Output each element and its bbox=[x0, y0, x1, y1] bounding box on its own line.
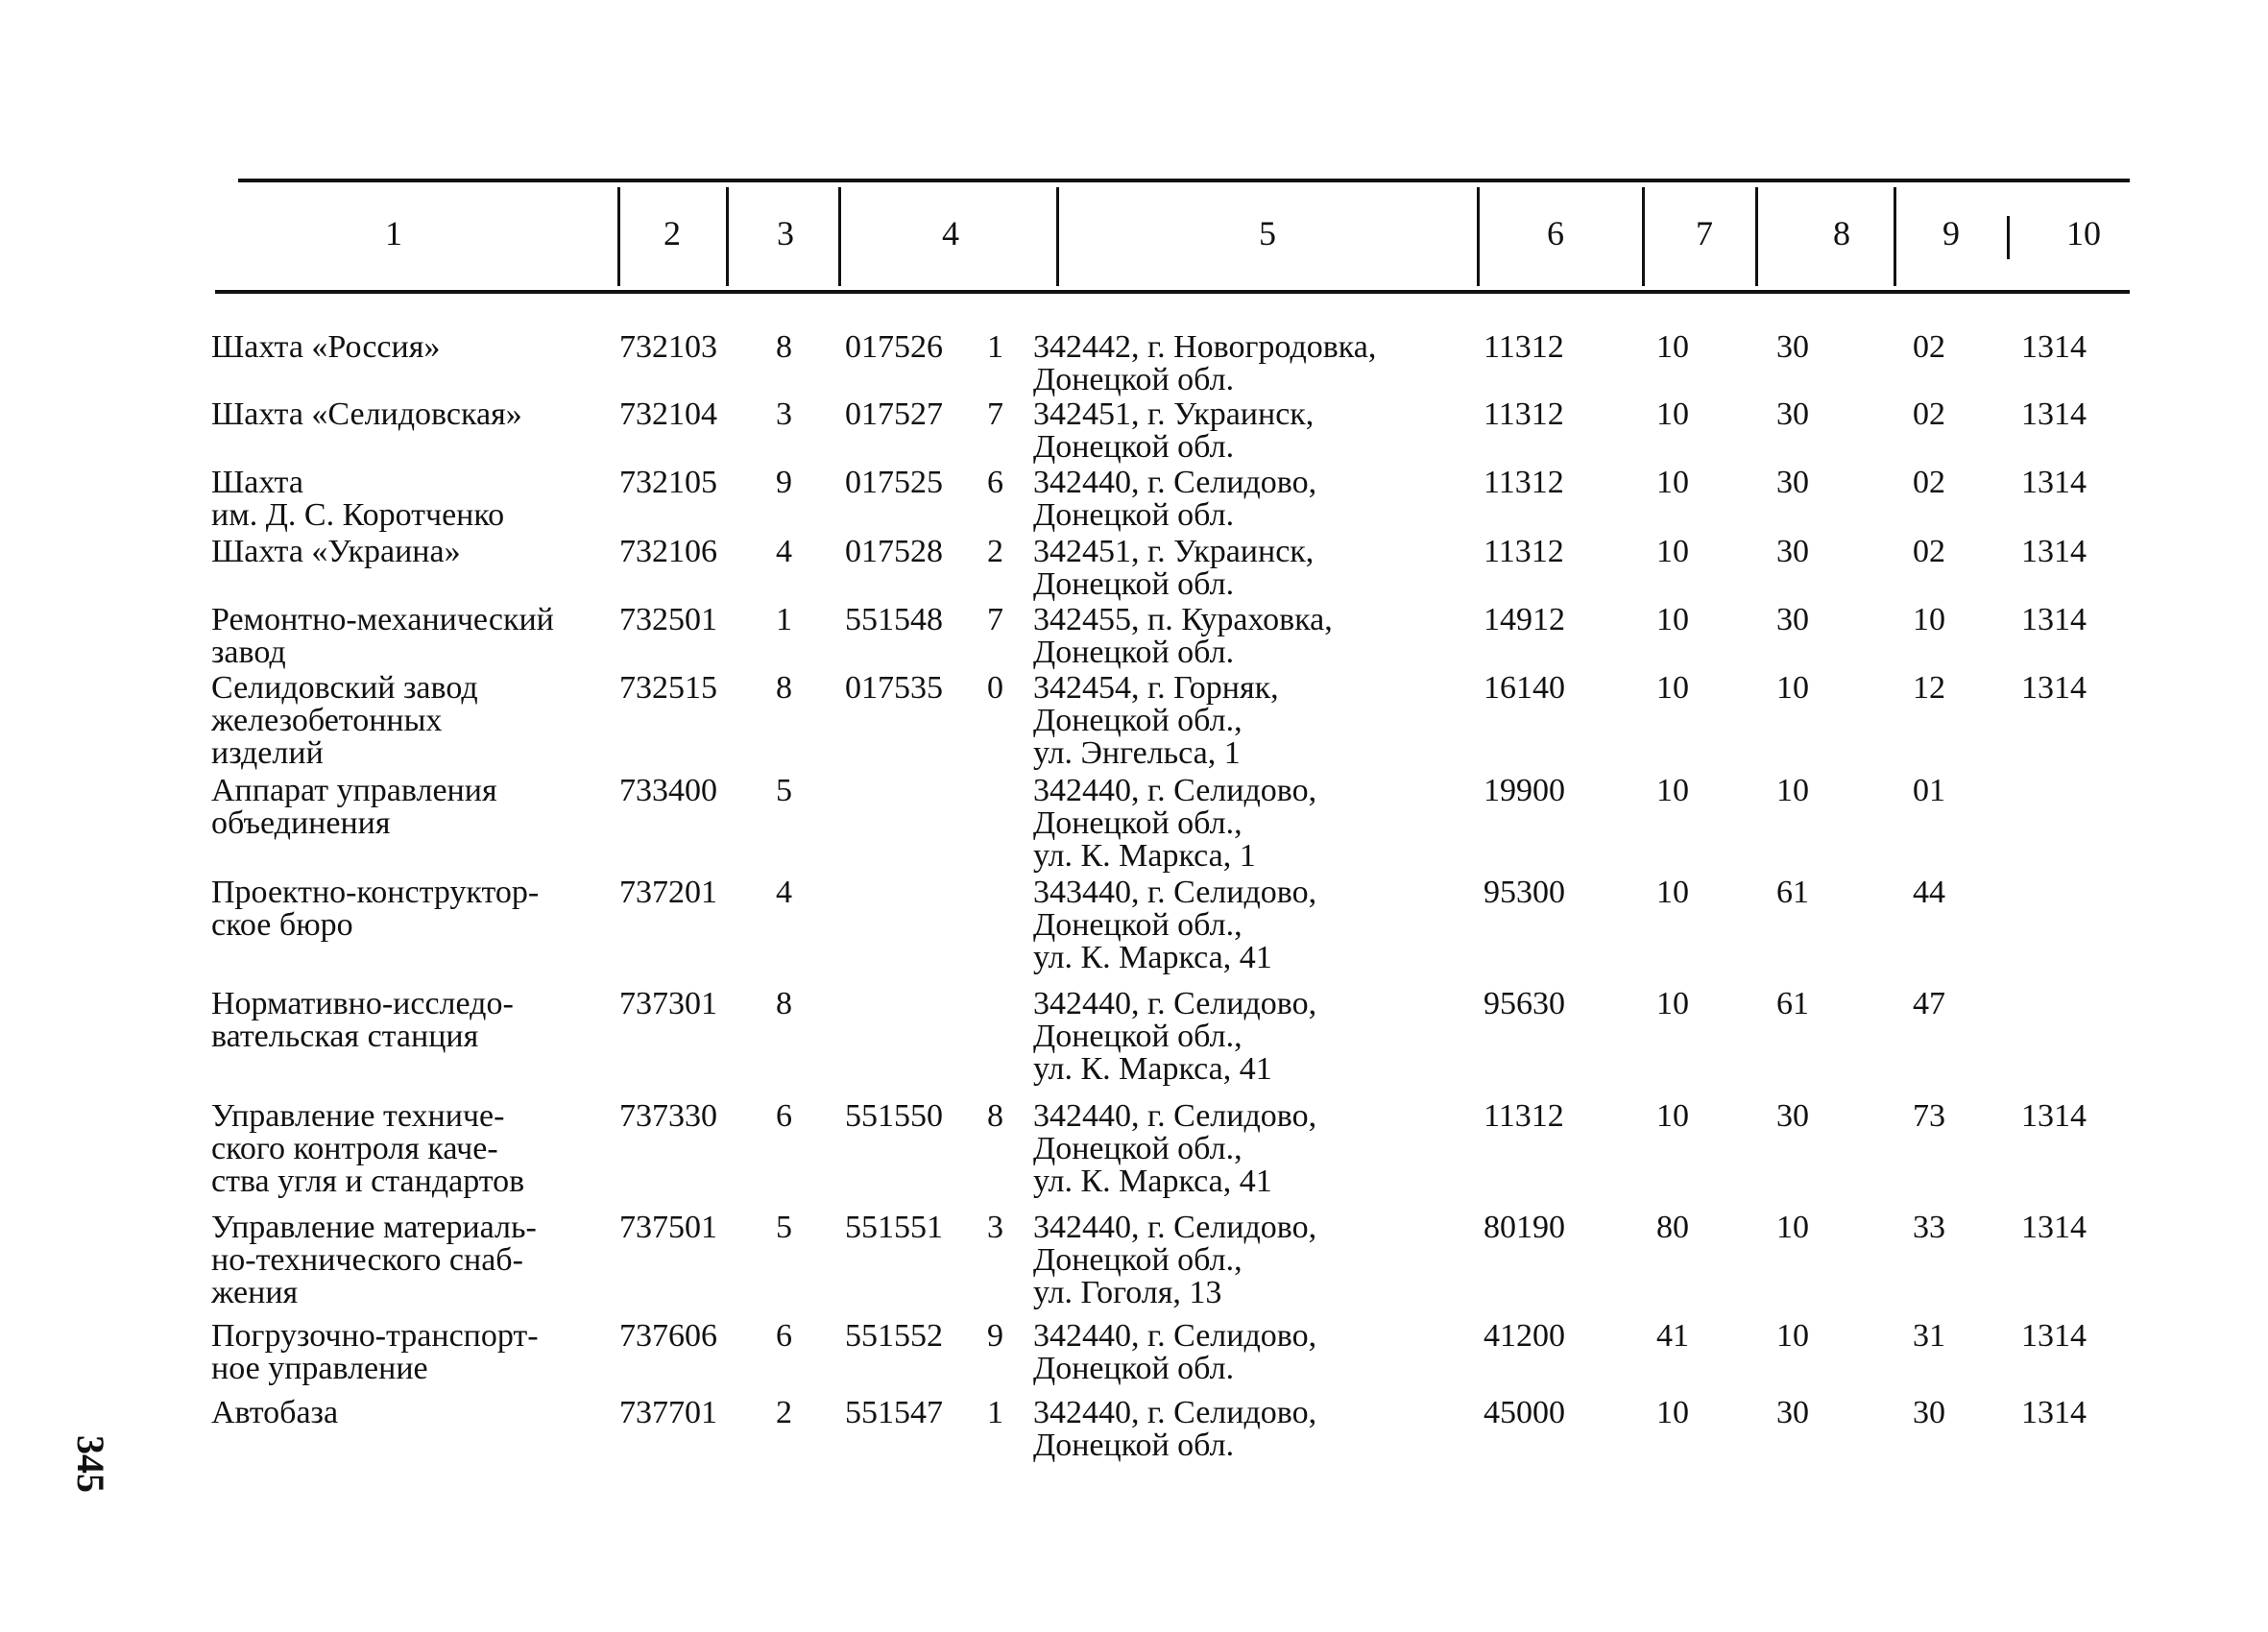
address: 342451, г. Украинск, Донецкой обл. bbox=[1033, 396, 1315, 465]
address: 342440, г. Селидово, Донецкой обл., ул. К. Маркса, 41 bbox=[1033, 986, 1317, 1087]
col-6-value: 11312 bbox=[1484, 1098, 1564, 1134]
header-col-4: 4 bbox=[942, 214, 959, 252]
col-3-value: 8 bbox=[776, 670, 792, 706]
address: 342440, г. Селидово, Донецкой обл. bbox=[1033, 1395, 1317, 1463]
col-2-value: 737201 bbox=[619, 875, 717, 910]
address: 343440, г. Селидово, Донецкой обл., ул. К. Маркса, 41 bbox=[1033, 875, 1317, 975]
col-6-value: 95300 bbox=[1484, 875, 1565, 910]
col-3-value: 1 bbox=[776, 602, 792, 637]
col-2-value: 732103 bbox=[619, 329, 717, 365]
address: 342455, п. Кураховка, Донецкой обл. bbox=[1033, 602, 1333, 670]
col-4-check-digit: 0 bbox=[987, 670, 1003, 706]
col-7-value: 80 bbox=[1656, 1210, 1689, 1245]
col-7-value: 10 bbox=[1656, 396, 1689, 432]
col-8-value: 10 bbox=[1776, 1318, 1809, 1354]
header-divider bbox=[838, 187, 841, 286]
header-col-6: 6 bbox=[1547, 214, 1564, 252]
col-4-check-digit: 7 bbox=[987, 396, 1003, 432]
header-col-2: 2 bbox=[664, 214, 681, 252]
address: 342440, г. Селидово, Донецкой обл., ул. К. Маркса, 1 bbox=[1033, 773, 1317, 874]
col-4-value: 551547 bbox=[845, 1395, 943, 1430]
address: 342442, г. Новогродовка, Донецкой обл. bbox=[1033, 329, 1377, 397]
col-8-value: 10 bbox=[1776, 670, 1809, 706]
col-6-value: 11312 bbox=[1484, 329, 1564, 365]
col-3-value: 8 bbox=[776, 986, 792, 1021]
col-7-value: 10 bbox=[1656, 465, 1689, 500]
col-8-value: 30 bbox=[1776, 329, 1809, 365]
col-3-value: 2 bbox=[776, 1395, 792, 1430]
header-divider bbox=[1056, 187, 1059, 286]
col-8-value: 61 bbox=[1776, 875, 1809, 910]
header-divider bbox=[1477, 187, 1480, 286]
col-4-value: 017527 bbox=[845, 396, 943, 432]
col-7-value: 10 bbox=[1656, 1395, 1689, 1430]
col-6-value: 80190 bbox=[1484, 1210, 1565, 1245]
address: 342440, г. Селидово, Донецкой обл. bbox=[1033, 1318, 1317, 1386]
col-10-value: 1314 bbox=[2021, 329, 2087, 365]
col-3-value: 6 bbox=[776, 1098, 792, 1134]
header-divider bbox=[1642, 187, 1645, 286]
col-2-value: 732501 bbox=[619, 602, 717, 637]
col-6-value: 11312 bbox=[1484, 396, 1564, 432]
header-col-10: 10 bbox=[2066, 214, 2101, 252]
col-7-value: 10 bbox=[1656, 534, 1689, 569]
table-header-rule bbox=[215, 290, 2130, 294]
address: 342451, г. Украинск, Донецкой обл. bbox=[1033, 534, 1315, 602]
col-2-value: 732515 bbox=[619, 670, 717, 706]
org-name: Ремонтно-механический завод bbox=[211, 602, 554, 670]
col-2-value: 732105 bbox=[619, 465, 717, 500]
col-6-value: 11312 bbox=[1484, 465, 1564, 500]
header-col-8: 8 bbox=[1833, 214, 1850, 252]
col-8-value: 30 bbox=[1776, 396, 1809, 432]
org-name: Нормативно-исследо- вательская станция bbox=[211, 986, 514, 1054]
col-9-value: 47 bbox=[1913, 986, 1945, 1021]
col-8-value: 30 bbox=[1776, 534, 1809, 569]
col-9-value: 02 bbox=[1913, 465, 1945, 500]
col-6-value: 45000 bbox=[1484, 1395, 1565, 1430]
table-top-rule bbox=[238, 179, 2130, 182]
col-10-value: 1314 bbox=[2021, 534, 2087, 569]
org-name: Проектно-конструктор- ское бюро bbox=[211, 875, 540, 943]
col-8-value: 10 bbox=[1776, 1210, 1809, 1245]
col-4-check-digit: 8 bbox=[987, 1098, 1003, 1134]
header-col-3: 3 bbox=[777, 214, 794, 252]
col-4-check-digit: 6 bbox=[987, 465, 1003, 500]
col-10-value: 1314 bbox=[2021, 670, 2087, 706]
header-divider bbox=[1755, 187, 1758, 286]
address: 342454, г. Горняк, Донецкой обл., ул. Энгельса, 1 bbox=[1033, 670, 1279, 771]
header-divider bbox=[617, 187, 620, 286]
col-10-value: 1314 bbox=[2021, 465, 2087, 500]
col-10-value: 1314 bbox=[2021, 1395, 2087, 1430]
col-7-value: 10 bbox=[1656, 1098, 1689, 1134]
col-3-value: 4 bbox=[776, 875, 792, 910]
col-4-value: 551552 bbox=[845, 1318, 943, 1354]
col-4-value: 017528 bbox=[845, 534, 943, 569]
col-3-value: 4 bbox=[776, 534, 792, 569]
col-4-check-digit: 7 bbox=[987, 602, 1003, 637]
col-4-check-digit: 2 bbox=[987, 534, 1003, 569]
org-name: Аппарат управления объединения bbox=[211, 773, 497, 841]
header-col-9: 9 bbox=[1942, 214, 1960, 252]
col-4-value: 017526 bbox=[845, 329, 943, 365]
org-name: Шахта им. Д. С. Коротченко bbox=[211, 465, 505, 533]
col-3-value: 3 bbox=[776, 396, 792, 432]
col-7-value: 10 bbox=[1656, 670, 1689, 706]
col-6-value: 95630 bbox=[1484, 986, 1565, 1021]
col-4-check-digit: 1 bbox=[987, 1395, 1003, 1430]
col-10-value: 1314 bbox=[2021, 1318, 2087, 1354]
header-col-5: 5 bbox=[1259, 214, 1276, 252]
col-10-value: 1314 bbox=[2021, 1210, 2087, 1245]
col-9-value: 31 bbox=[1913, 1318, 1945, 1354]
col-7-value: 10 bbox=[1656, 986, 1689, 1021]
address: 342440, г. Селидово, Донецкой обл., ул. Гоголя, 13 bbox=[1033, 1210, 1317, 1310]
col-6-value: 14912 bbox=[1484, 602, 1565, 637]
header-divider bbox=[2007, 216, 2010, 259]
col-4-value: 551550 bbox=[845, 1098, 943, 1134]
col-10-value: 1314 bbox=[2021, 1098, 2087, 1134]
col-2-value: 737330 bbox=[619, 1098, 717, 1134]
col-9-value: 33 bbox=[1913, 1210, 1945, 1245]
col-4-value: 017525 bbox=[845, 465, 943, 500]
col-9-value: 44 bbox=[1913, 875, 1945, 910]
col-6-value: 11312 bbox=[1484, 534, 1564, 569]
col-8-value: 61 bbox=[1776, 986, 1809, 1021]
col-3-value: 5 bbox=[776, 773, 792, 808]
col-2-value: 732104 bbox=[619, 396, 717, 432]
col-9-value: 10 bbox=[1913, 602, 1945, 637]
col-9-value: 02 bbox=[1913, 396, 1945, 432]
col-7-value: 41 bbox=[1656, 1318, 1689, 1354]
org-name: Шахта «Селидовская» bbox=[211, 396, 522, 432]
col-9-value: 12 bbox=[1913, 670, 1945, 706]
col-9-value: 01 bbox=[1913, 773, 1945, 808]
col-2-value: 732106 bbox=[619, 534, 717, 569]
col-2-value: 737701 bbox=[619, 1395, 717, 1430]
header-col-7: 7 bbox=[1696, 214, 1713, 252]
col-4-check-digit: 9 bbox=[987, 1318, 1003, 1354]
org-name: Автобаза bbox=[211, 1395, 339, 1430]
org-name: Шахта «Россия» bbox=[211, 329, 441, 365]
address: 342440, г. Селидово, Донецкой обл., ул. К. Маркса, 41 bbox=[1033, 1098, 1317, 1199]
col-6-value: 16140 bbox=[1484, 670, 1565, 706]
col-8-value: 30 bbox=[1776, 465, 1809, 500]
col-3-value: 5 bbox=[776, 1210, 792, 1245]
org-name: Управление материаль- но-технического снаб- жения bbox=[211, 1210, 537, 1310]
col-7-value: 10 bbox=[1656, 329, 1689, 365]
col-7-value: 10 bbox=[1656, 773, 1689, 808]
page-number: 345 bbox=[69, 1435, 112, 1493]
col-4-check-digit: 1 bbox=[987, 329, 1003, 365]
col-9-value: 02 bbox=[1913, 329, 1945, 365]
col-9-value: 02 bbox=[1913, 534, 1945, 569]
col-3-value: 9 bbox=[776, 465, 792, 500]
col-4-check-digit: 3 bbox=[987, 1210, 1003, 1245]
header-divider bbox=[1894, 187, 1896, 286]
address: 342440, г. Селидово, Донецкой обл. bbox=[1033, 465, 1317, 533]
col-3-value: 6 bbox=[776, 1318, 792, 1354]
col-8-value: 30 bbox=[1776, 1098, 1809, 1134]
col-2-value: 737501 bbox=[619, 1210, 717, 1245]
col-2-value: 733400 bbox=[619, 773, 717, 808]
header-divider bbox=[726, 187, 729, 286]
org-name: Шахта «Украина» bbox=[211, 534, 461, 569]
col-2-value: 737606 bbox=[619, 1318, 717, 1354]
org-name: Селидовский завод железобетонных изделий bbox=[211, 670, 478, 771]
col-9-value: 73 bbox=[1913, 1098, 1945, 1134]
org-name: Погрузочно-транспорт- ное управление bbox=[211, 1318, 539, 1386]
col-10-value: 1314 bbox=[2021, 602, 2087, 637]
col-4-value: 551548 bbox=[845, 602, 943, 637]
col-8-value: 10 bbox=[1776, 773, 1809, 808]
header-col-1: 1 bbox=[385, 214, 402, 252]
org-name: Управление техниче- ского контроля каче- ства угля и стандартов bbox=[211, 1098, 525, 1199]
col-6-value: 41200 bbox=[1484, 1318, 1565, 1354]
col-7-value: 10 bbox=[1656, 875, 1689, 910]
col-8-value: 30 bbox=[1776, 1395, 1809, 1430]
col-10-value: 1314 bbox=[2021, 396, 2087, 432]
col-6-value: 19900 bbox=[1484, 773, 1565, 808]
col-4-value: 551551 bbox=[845, 1210, 943, 1245]
col-4-value: 017535 bbox=[845, 670, 943, 706]
col-7-value: 10 bbox=[1656, 602, 1689, 637]
col-8-value: 30 bbox=[1776, 602, 1809, 637]
col-2-value: 737301 bbox=[619, 986, 717, 1021]
col-9-value: 30 bbox=[1913, 1395, 1945, 1430]
col-3-value: 8 bbox=[776, 329, 792, 365]
